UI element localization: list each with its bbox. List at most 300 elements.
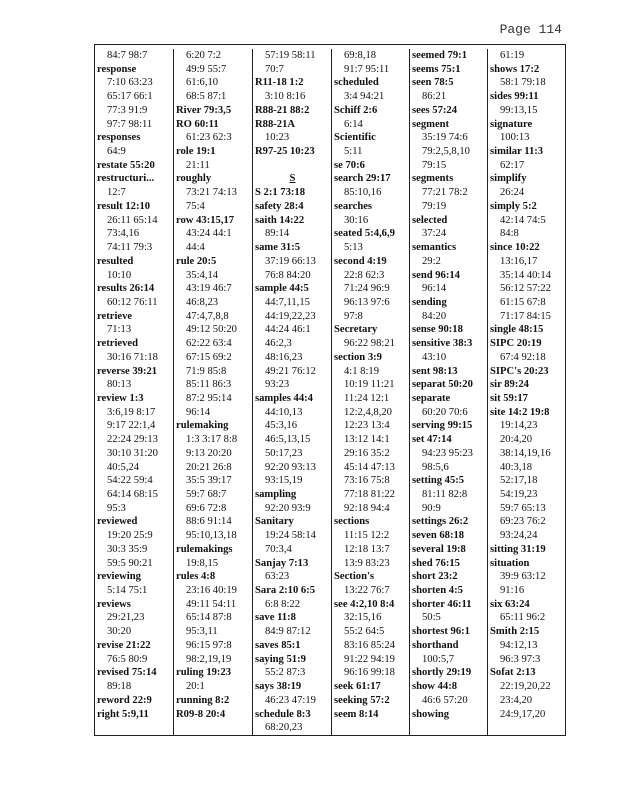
index-entry: saith 14:22 [255, 214, 305, 226]
index-reference: 59:5 90:21 [107, 557, 153, 569]
index-reference: 91:16 [500, 585, 525, 597]
index-column-1 [95, 49, 173, 735]
index-entry: rule 20:5 [176, 255, 217, 267]
index-entry: Smith 2:15 [490, 626, 540, 638]
index-reference: 100:5,7 [422, 653, 455, 665]
index-reference: 85:10,16 [344, 187, 382, 199]
index-reference: 93:23 [265, 379, 290, 391]
index-reference: 80:13 [107, 379, 132, 391]
index-reference: 19:14,23 [500, 420, 538, 432]
index-entry: shed 76:15 [412, 557, 460, 569]
index-entry: right 5:9,11 [97, 708, 149, 720]
index-reference: 5:14 75:1 [107, 585, 148, 597]
index-reference: 60:12 76:11 [107, 296, 158, 308]
index-reference: 96:22 98:21 [344, 338, 395, 350]
index-entry: sent 98:13 [412, 365, 458, 377]
index-entry: shortest 96:1 [412, 626, 470, 638]
index-reference: 46:8,23 [186, 296, 219, 308]
index-reference: 76:5 80:9 [107, 653, 148, 665]
index-entry: Sara 2:10 6:5 [255, 585, 316, 597]
index-entry: seemed 79:1 [412, 50, 468, 61]
index-entry: R97-25 10:23 [255, 146, 315, 158]
index-reference: 79:2,5,8,10 [422, 146, 470, 158]
index-entry: segment [412, 118, 450, 130]
index-reference: 69:6 72:8 [186, 502, 227, 514]
index-reference: 23:16 40:19 [186, 585, 237, 597]
index-reference: 95:3 [107, 502, 126, 514]
index-reference: 46:23 47:19 [265, 694, 316, 706]
index-reference: 68:20,23 [265, 722, 303, 734]
index-entry: seated 5:4,6,9 [334, 228, 395, 240]
index-entry: se 70:6 [334, 159, 365, 171]
index-reference: 22:8 62:3 [344, 269, 385, 281]
index-entry: Secretary [334, 324, 378, 336]
index-reference: 61:23 62:3 [186, 132, 232, 144]
index-reference: 75:4 [186, 200, 205, 212]
index-entry: shorthand [412, 639, 459, 651]
index-reference: 73:21 74:13 [186, 187, 237, 199]
index-entry: semantics [412, 242, 457, 254]
index-reference: 26:24 [500, 187, 525, 199]
index-reference: 54:19,23 [500, 489, 538, 500]
index-reference: 55:2 64:5 [344, 626, 385, 638]
index-entry: shows 17:2 [490, 63, 540, 75]
index-entry: show 44:8 [412, 681, 458, 693]
index-entry: reverse 39:21 [97, 365, 158, 377]
index-entry: Sanitary [255, 516, 294, 528]
index-reference: 20:4,20 [500, 434, 533, 446]
index-reference: 98:2,19,19 [186, 653, 232, 665]
index-reference: 13:16,17 [500, 255, 538, 267]
index-reference: 95:3,11 [186, 626, 218, 638]
index-entry: S 2:1 73:18 [255, 187, 306, 199]
index-reference: 92:18 94:4 [344, 502, 390, 514]
index-reference: 22:19,20,22 [500, 681, 551, 693]
index-reference: 26:11 65:14 [107, 214, 158, 226]
index-entry: running 8:2 [176, 694, 230, 706]
index-reference: 61:15 67:8 [500, 296, 546, 308]
index-entry: shortly 29:19 [412, 667, 472, 679]
index-entry: restate 55:20 [97, 159, 155, 171]
index-reference: 77:3 91:9 [107, 104, 148, 116]
index-entry: short 23:2 [412, 571, 458, 583]
index-reference: 88:6 91:14 [186, 516, 232, 528]
index-entry: result 12:10 [97, 200, 151, 212]
index-entry: Sofat 2:13 [490, 667, 536, 679]
index-reference: 49:12 50:20 [186, 324, 237, 336]
index-reference: 87:2 95:14 [186, 392, 232, 404]
index-reference: 67:15 69:2 [186, 351, 232, 363]
index-entry: results 26:14 [97, 283, 155, 295]
index-reference: 50:17,23 [265, 447, 303, 459]
index-reference: 97:7 98:11 [107, 118, 153, 130]
index-entry: seen 78:5 [412, 77, 454, 89]
index-reference: 19:8,15 [186, 557, 219, 569]
index-entry: River 79:3,5 [176, 104, 232, 116]
index-reference: 10:19 11:21 [344, 379, 395, 391]
index-entry: seek 61:17 [334, 681, 381, 693]
index-entry: response [97, 63, 137, 75]
index-reference: 30:10 31:20 [107, 447, 158, 459]
index-reference: 73:16 75:8 [344, 475, 390, 487]
index-reference: 73:4,16 [107, 228, 140, 240]
index-reference: 68:5 87:1 [186, 91, 227, 103]
index-reference: 98:5,6 [422, 461, 449, 473]
index-entry: reword 22:9 [97, 694, 152, 706]
index-reference: 94:12,13 [500, 639, 538, 651]
index-entry: revised 75:14 [97, 667, 157, 679]
index-reference: 39:9 63:12 [500, 571, 546, 583]
index-entry: seem 8:14 [334, 708, 379, 720]
index-reference: 13:12 14:1 [344, 434, 390, 446]
index-reference: 44:7,11,15 [265, 296, 310, 308]
index-entry: searches [334, 200, 373, 212]
index-entry: sections [334, 516, 370, 528]
index-reference: 50:5 [422, 612, 441, 624]
index-reference: 84:20 [422, 310, 447, 322]
index-entry: separate [412, 392, 451, 404]
index-entry: selected [412, 214, 448, 226]
index-entry: samples 44:4 [255, 392, 313, 404]
index-entry: similar 11:3 [490, 146, 544, 158]
index-reference: 24:9,17,20 [500, 708, 546, 720]
index-reference: 3:10 8:16 [265, 91, 306, 103]
index-entry: rulemakings [176, 543, 233, 555]
index-reference: 21:11 [186, 159, 210, 171]
index-reference: 10:23 [265, 132, 290, 144]
index-entry: SIPC 20:19 [490, 338, 542, 350]
index-reference: 92:20 93:9 [265, 502, 311, 514]
index-reference: 40:3,18 [500, 461, 533, 473]
index-entry: sit 59:17 [490, 392, 528, 404]
index-reference: 12:7 [107, 187, 126, 199]
index-entry: R09-8 20:4 [176, 708, 226, 720]
index-reference: 81:11 82:8 [422, 489, 468, 500]
index-reference: 90:9 [422, 502, 441, 514]
index-reference: 23:4,20 [500, 694, 533, 706]
index-reference: 69:8,18 [344, 50, 377, 61]
index-column-4 [331, 49, 409, 735]
index-entry: revise 21:22 [97, 639, 151, 651]
index-reference: 99:13,15 [500, 104, 538, 116]
index-reference: 61:19 [500, 50, 525, 61]
index-entry: sir 89:24 [490, 379, 529, 391]
index-entry: saying 51:9 [255, 653, 306, 665]
index-reference: 65:17 66:1 [107, 91, 153, 103]
index-reference: 71:13 [107, 324, 132, 336]
index-reference: 71:24 96:9 [344, 283, 390, 295]
index-reference: 70:3,4 [265, 543, 292, 555]
index-reference: 13:22 76:7 [344, 585, 390, 597]
index-entry: RO 60:11 [176, 118, 219, 130]
index-entry: rulemaking [176, 420, 229, 432]
index-reference: 48:16,23 [265, 351, 303, 363]
index-reference: 93:15,19 [265, 475, 303, 487]
index-entry: since 10:22 [490, 242, 540, 254]
index-reference: 65:14 87:8 [186, 612, 232, 624]
index-entry: single 48:15 [490, 324, 544, 336]
index-entry: Schiff 2:6 [334, 104, 378, 116]
index-reference: 46:2,3 [265, 338, 292, 350]
index-entry: shorten 4:5 [412, 585, 463, 597]
index-entry: seems 75:1 [412, 63, 461, 75]
index-entry: second 4:19 [334, 255, 387, 267]
page-number: Page 114 [499, 22, 562, 37]
index-reference: 57:19 58:11 [265, 50, 316, 61]
index-reference: 47:4,7,8,8 [186, 310, 229, 322]
index-reference: 64:14 68:15 [107, 489, 158, 500]
index-entry: situation [490, 557, 530, 569]
index-column-2 [173, 49, 251, 735]
index-entry: see 4:2,10 8:4 [334, 598, 395, 610]
index-entry: R88-21A [255, 118, 296, 130]
index-reference: 83:16 85:24 [344, 639, 395, 651]
index-reference: 37:19 66:13 [265, 255, 316, 267]
index-entry: showing [412, 708, 450, 720]
index-entry: rules 4:8 [176, 571, 216, 583]
index-reference: 49:11 54:11 [186, 598, 237, 610]
index-reference: 63:23 [265, 571, 290, 583]
index-entry: sees 57:24 [412, 104, 458, 116]
index-reference: 96:3 97:3 [500, 653, 541, 665]
index-entry: retrieve [97, 310, 133, 322]
index-entry: retrieved [97, 338, 138, 350]
index-reference: 52:17,18 [500, 475, 538, 487]
index-reference: 54:22 59:4 [107, 475, 153, 487]
index-entry: sending [412, 296, 447, 308]
index-reference: 5:11 [344, 146, 363, 158]
index-reference: 10:10 [107, 269, 132, 281]
index-reference: 45:14 47:13 [344, 461, 395, 473]
index-entry: segments [412, 173, 454, 185]
index-entry: signature [490, 118, 533, 130]
index-reference: 29:2 [422, 255, 441, 267]
index-reference: 62:22 63:4 [186, 338, 232, 350]
index-reference: 67:4 92:18 [500, 351, 546, 363]
index-entry: six 63:24 [490, 598, 530, 610]
index-reference: 12:2,4,8,20 [344, 406, 392, 418]
index-entry: save 11:8 [255, 612, 296, 624]
index-entry: R88-21 88:2 [255, 104, 310, 116]
index-entry: resulted [97, 255, 134, 267]
index-reference: 69:23 76:2 [500, 516, 546, 528]
index-entry: SIPC's 20:23 [490, 365, 549, 377]
index-reference: 44:19,22,23 [265, 310, 316, 322]
index-reference: 91:7 95:11 [344, 63, 390, 75]
index-entry: shorter 46:11 [412, 598, 472, 610]
index-reference: 71:9 85:8 [186, 365, 227, 377]
index-reference: 5:13 [344, 242, 363, 254]
index-entry: section 3:9 [334, 351, 382, 363]
index-entry: setting 45:5 [412, 475, 465, 487]
index-reference: 43:19 46:7 [186, 283, 232, 295]
index-entry: scheduled [334, 77, 379, 89]
index-reference: 59:7 68:7 [186, 489, 227, 500]
index-entry: review 1:3 [97, 392, 144, 404]
index-reference: 55:2 87:3 [265, 667, 306, 679]
index-reference: 58:1 79:18 [500, 77, 546, 89]
index-entry: set 47:14 [412, 434, 452, 446]
index-reference: 71:17 84:15 [500, 310, 551, 322]
index-entry: same 31:5 [255, 242, 301, 254]
index-entry: several 19:8 [412, 543, 466, 555]
index-reference: 35:19 74:6 [422, 132, 468, 144]
index-entry: Scientific [334, 132, 376, 144]
index-reference: 43:10 [422, 351, 447, 363]
index-reference: 7:10 63:23 [107, 77, 153, 89]
index-entry: sitting 31:19 [490, 543, 546, 555]
index-entry: settings 26:2 [412, 516, 469, 528]
index-reference: 56:12 57:22 [500, 283, 551, 295]
index-entry: sensitive 38:3 [412, 338, 473, 350]
index-reference: 49:21 76:12 [265, 365, 316, 377]
index-reference: 76:8 84:20 [265, 269, 311, 281]
index-reference: 85:11 86:3 [186, 379, 232, 391]
index-reference: 95:10,13,18 [186, 530, 237, 542]
index-reference: 35:4,14 [186, 269, 219, 281]
index-entry: simplify [490, 173, 527, 185]
index-reference: 44:10,13 [265, 406, 303, 418]
index-reference: 35:14 40:14 [500, 269, 551, 281]
index-reference: 29:16 35:2 [344, 447, 390, 459]
index-entry: R11-18 1:2 [255, 77, 304, 89]
index-reference: 100:13 [500, 132, 530, 144]
index-reference: 70:7 [265, 63, 284, 75]
index-reference: 84:8 [500, 228, 519, 240]
index-reference: 30:3 35:9 [107, 543, 148, 555]
index-reference: 37:24 [422, 228, 447, 240]
index-reference: 91:22 94:19 [344, 653, 395, 665]
index-reference: 35:5 39:17 [186, 475, 232, 487]
index-reference: 29:21,23 [107, 612, 145, 624]
index-reference: 84:7 98:7 [107, 50, 148, 61]
index-entry: sense 90:18 [412, 324, 463, 336]
index-reference: 12:23 13:4 [344, 420, 390, 432]
index-reference: 9:17 22:1,4 [107, 420, 156, 432]
index-entry: says 38:19 [255, 681, 302, 693]
index-reference: 30:20 [107, 626, 132, 638]
index-reference: 96:16 99:18 [344, 667, 395, 679]
index-reference: 12:18 13:7 [344, 543, 390, 555]
index-reference: 74:11 79:3 [107, 242, 153, 254]
index-reference: 3:6,19 8:17 [107, 406, 156, 418]
index-reference: 46:6 57:20 [422, 694, 468, 706]
index-reference: 38:14,19,16 [500, 447, 551, 459]
index-reference: 89:18 [107, 681, 132, 693]
index-reference: 96:14 [186, 406, 211, 418]
index-reference: 49:9 55:7 [186, 63, 227, 75]
index-reference: 77:21 78:2 [422, 187, 468, 199]
index-reference: 61:6,10 [186, 77, 219, 89]
index-reference: 3:4 94:21 [344, 91, 385, 103]
index-reference: 97:8 [344, 310, 363, 322]
index-entry: reviewing [97, 571, 141, 583]
index-entry: restructuri... [97, 173, 155, 185]
index-reference: 44:24 46:1 [265, 324, 311, 336]
index-entry: row 43:15,17 [176, 214, 235, 226]
index-reference: 86:21 [422, 91, 447, 103]
index-entry: site 14:2 19:8 [490, 406, 550, 418]
index-column-5 [409, 49, 487, 735]
index-entry: schedule 8:3 [255, 708, 311, 720]
index-reference: 44:4 [186, 242, 205, 254]
index-entry: sampling [255, 489, 297, 500]
index-reference: 64:9 [107, 146, 126, 158]
index-reference: 1:3 3:17 8:8 [186, 434, 238, 446]
index-reference: 92:20 93:13 [265, 461, 316, 473]
index-reference: 96:15 97:8 [186, 639, 232, 651]
index-entry: search 29:17 [334, 173, 391, 185]
index-reference: 6:14 [344, 118, 363, 130]
index-reference: 30:16 [344, 214, 369, 226]
index-entry: ruling 19:23 [176, 667, 232, 679]
index-reference: 19:24 58:14 [265, 530, 316, 542]
index-reference: 93:24,24 [500, 530, 538, 542]
index-entry: send 96:14 [412, 269, 460, 281]
index-entry: seeking 57:2 [334, 694, 390, 706]
index-reference: 30:16 71:18 [107, 351, 158, 363]
index-column-3 [252, 49, 330, 735]
index-reference: 62:17 [500, 159, 525, 171]
index-reference: 40:5,24 [107, 461, 140, 473]
index-reference: 65:11 96:2 [500, 612, 546, 624]
index-reference: 96:14 [422, 283, 447, 295]
index-column-6 [487, 49, 565, 735]
index-entry: role 19:1 [176, 146, 216, 158]
index-reference: 6:8 8:22 [265, 598, 301, 610]
index-reference: 96:13 97:6 [344, 296, 390, 308]
index-entry: Section's [334, 571, 375, 583]
index-reference: 77:18 81:22 [344, 489, 395, 500]
index-table [94, 44, 566, 736]
index-entry: Sanjay 7:13 [255, 557, 309, 569]
index-reference: 13:9 83:23 [344, 557, 390, 569]
index-reference: 4:1 8:19 [344, 365, 380, 377]
index-reference: 20:21 26:8 [186, 461, 232, 473]
index-reference: 11:15 12:2 [344, 530, 390, 542]
index-entry: separat 50:20 [412, 379, 473, 391]
index-reference: 94:23 95:23 [422, 447, 473, 459]
index-reference: 6:20 7:2 [186, 50, 222, 61]
index-reference: 22:24 29:13 [107, 434, 158, 446]
index-reference: 59:7 65:13 [500, 502, 546, 514]
index-reference: 20:1 [186, 681, 205, 693]
index-entry: seven 68:18 [412, 530, 465, 542]
index-reference: 19:20 25:9 [107, 530, 153, 542]
index-reference: 42:14 74:5 [500, 214, 546, 226]
index-reference: 9:13 20:20 [186, 447, 232, 459]
index-reference: 11:24 12:1 [344, 392, 390, 404]
index-entry: sides 99:11 [490, 91, 539, 103]
index-reference: 84:9 87:12 [265, 626, 311, 638]
index-reference: 89:14 [265, 228, 290, 240]
index-reference: 79:19 [422, 200, 447, 212]
index-entry: reviewed [97, 516, 138, 528]
index-reference: 32:15,16 [344, 612, 382, 624]
index-reference: 43:24 44:1 [186, 228, 232, 240]
index-reference: 46:5,13,15 [265, 434, 311, 446]
index-reference [255, 159, 330, 173]
index-entry: roughly [176, 173, 212, 185]
index-entry: sample 44:5 [255, 283, 309, 295]
index-reference: 45:3,16 [265, 420, 298, 432]
index-reference: 60:20 70:6 [422, 406, 468, 418]
index-entry: saves 85:1 [255, 639, 301, 651]
index-entry: serving 99:15 [412, 420, 473, 432]
section-letter: S [289, 173, 296, 185]
index-reference: 79:15 [422, 159, 447, 171]
index-entry: safety 28:4 [255, 200, 304, 212]
